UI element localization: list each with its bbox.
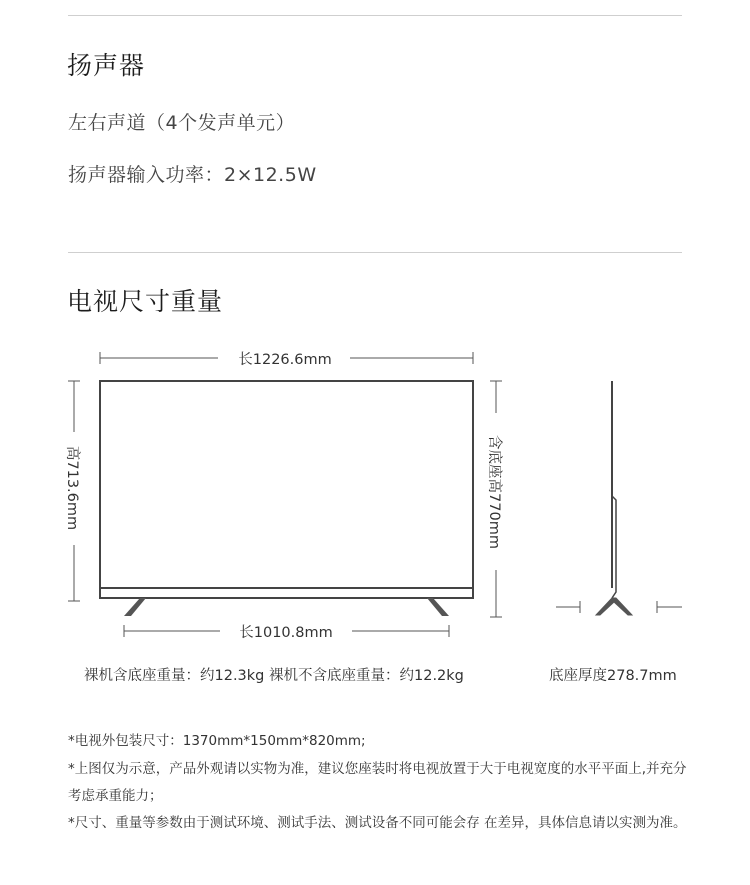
depth-caption: 底座厚度278.7mm: [549, 668, 677, 684]
height-with-stand-label: 含底座高770mm: [486, 435, 502, 549]
left-stand-foot: [124, 598, 146, 616]
speaker-power-spec: 扬声器输入功率：2×12.5W: [68, 164, 317, 186]
tv-side-view: [596, 381, 632, 615]
tv-front-view: [100, 381, 473, 616]
height-label: 高713.6mm: [64, 445, 80, 531]
top-width-label: 长1226.6mm: [238, 352, 332, 368]
weight-caption: 裸机含底座重量：约12.3kg 裸机不含底座重量：约12.2kg: [84, 668, 464, 684]
measurement-note: *尺寸、重量等参数由于测试环境、测试手法、测试设备不同可能会存 在差异，具体信息请以实测为准。: [68, 815, 687, 831]
appearance-note: *上图仅为示意，产品外观请以实物为准，建议您座装时将电视放置于大于电视宽度的水平平面上,并充分考虑承重能力；: [68, 761, 687, 804]
speaker-channel-spec: 左右声道（4个发声单元）: [68, 112, 296, 134]
package-size-note: *电视外包装尺寸：1370mm*150mm*820mm;: [68, 733, 366, 749]
dimensions-heading: 电视尺寸重量: [67, 287, 224, 316]
right-stand-foot: [427, 598, 449, 616]
stand-width-label: 长1010.8mm: [239, 625, 333, 641]
speaker-heading: 扬声器: [67, 51, 146, 80]
